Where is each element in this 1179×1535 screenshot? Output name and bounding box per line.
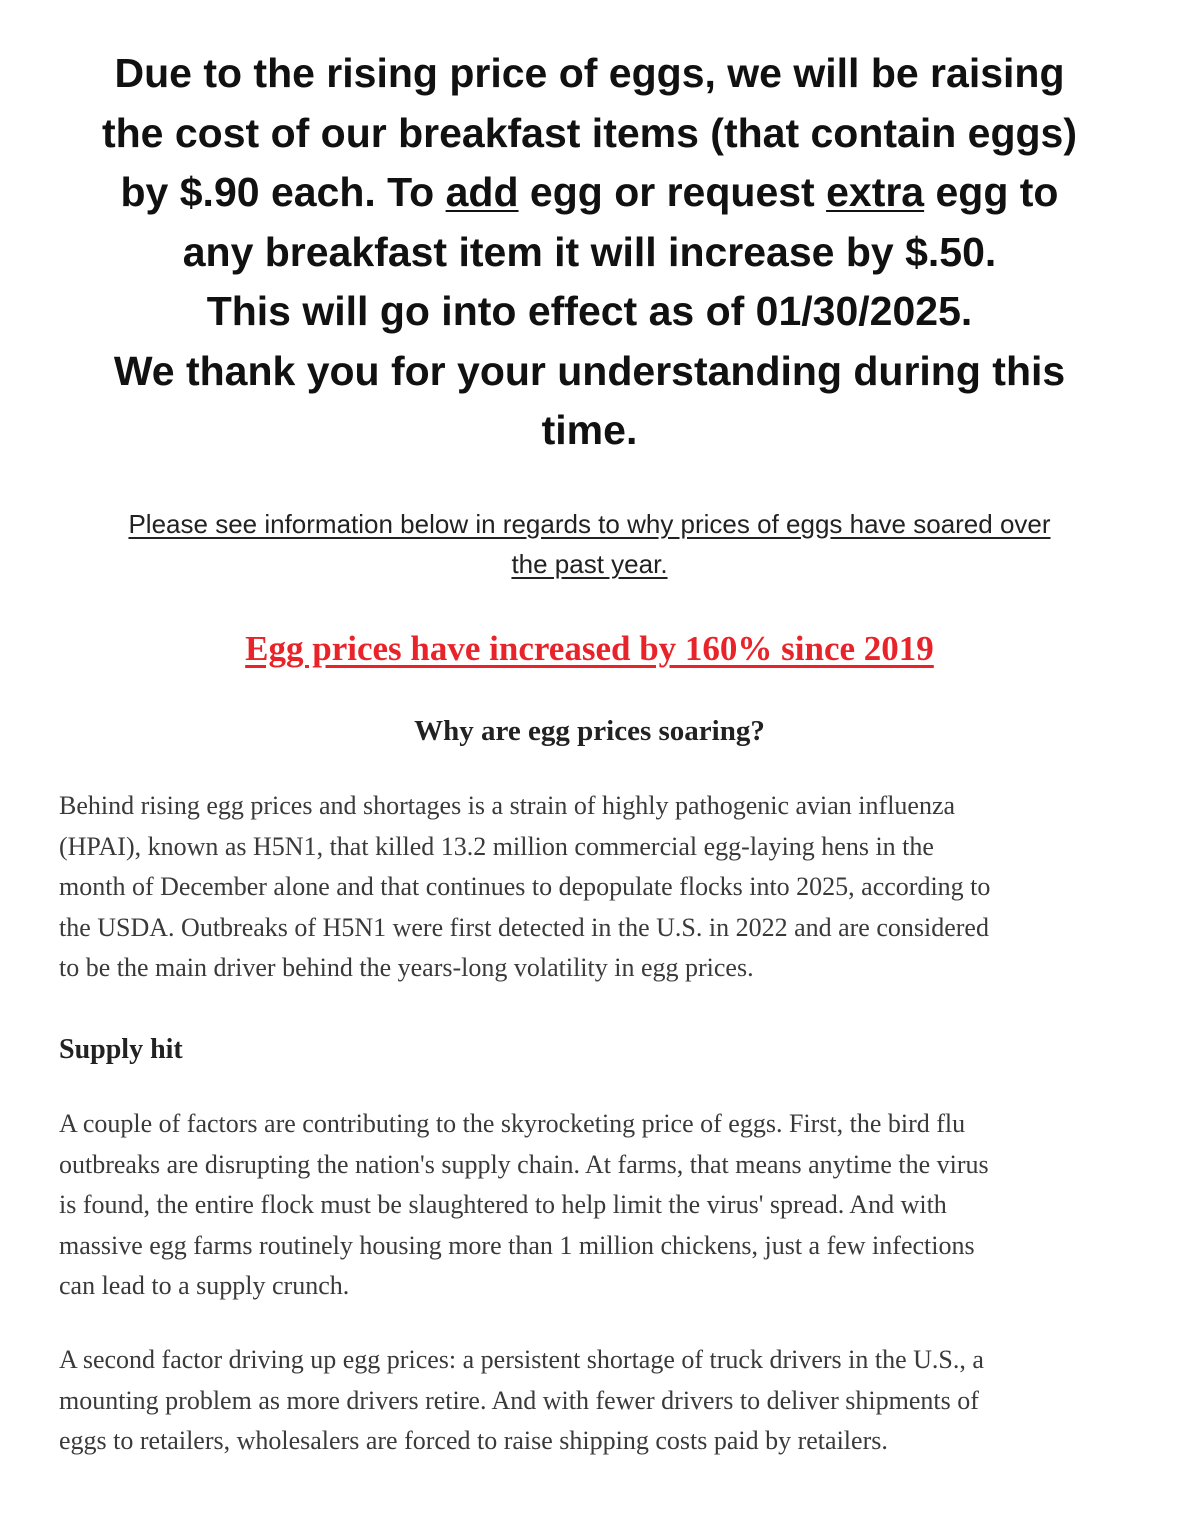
avian-influenza-paragraph (59, 786, 1159, 989)
notice-line-1: Due to the rising price of eggs, we will be raising (114, 50, 1065, 96)
notice-line-6: We thank you for your understanding during this (113, 347, 1066, 394)
add-underlined: add (445, 169, 519, 215)
see-info-line-2: the past year. (511, 549, 668, 579)
paragraph-line: A couple of factors are contributing to the skyrocketing price of eggs. First, the bird flu (59, 1109, 966, 1138)
paragraph-line: the USDA. Outbreaks of H5N1 were first detected in the U.S. in 2022 and are considered (59, 912, 989, 942)
paragraph-line: is found, the entire flock must be slaughtered to help limit the virus' spread. And with (59, 1190, 947, 1219)
notice-line-5: This will go into effect as of 01/30/2025. (206, 288, 973, 334)
notice-line-3-part-c: egg to (924, 169, 1059, 215)
notice-line-3-part-b: egg or request (518, 169, 827, 215)
paragraph-line: massive egg farms routinely housing more than 1 million chickens, just a few infections (59, 1230, 975, 1260)
see-info-note (40, 504, 1139, 584)
notice-line-2: the cost of our breakfast items (that contain eggs) (101, 109, 1078, 156)
paragraph-line: Behind rising egg prices and shortages is a strain of highly pathogenic avian influenza (59, 791, 956, 820)
paragraph-line: to be the main driver behind the years-long volatility in egg prices. (59, 953, 754, 982)
egg-price-increase-heading: Egg prices have increased by 160% since 2019 (245, 629, 934, 668)
truck-driver-paragraph (59, 1340, 1159, 1462)
notice-line-3 (40, 163, 1139, 223)
notice-line-3-part-a: by $.90 each. To (120, 169, 446, 215)
paragraph-line: can lead to a supply crunch. (59, 1271, 350, 1300)
notice-line-4: any breakfast item it will increase by $.50. (182, 228, 997, 275)
supply-chain-paragraph (59, 1104, 1159, 1307)
paragraph-line: A second factor driving up egg prices: a persistent shortage of truck drivers in the U.S., a (59, 1345, 984, 1374)
extra-underlined: extra (826, 169, 925, 215)
notice-line-7: time. (541, 407, 638, 453)
see-info-line-1: Please see information below in regards to why prices of eggs have soared over (128, 509, 1051, 539)
paragraph-line: month of December alone and that continues to depopulate flocks into 2025, according to (59, 872, 991, 901)
supply-hit-subheading: Supply hit (59, 1034, 183, 1065)
why-egg-prices-heading: Why are egg prices soaring? (414, 715, 765, 747)
price-increase-notice (40, 44, 1139, 461)
paragraph-line: (HPAI), known as H5N1, that killed 13.2 million commercial egg-laying hens in the (59, 831, 934, 861)
paragraph-line: eggs to retailers, wholesalers are forced to raise shipping costs paid by retailers. (59, 1426, 888, 1455)
paragraph-line: outbreaks are disrupting the nation's supply chain. At farms, that means anytime the virus (59, 1149, 989, 1179)
paragraph-line: mounting problem as more drivers retire. And with fewer drivers to deliver shipments of (59, 1385, 979, 1415)
